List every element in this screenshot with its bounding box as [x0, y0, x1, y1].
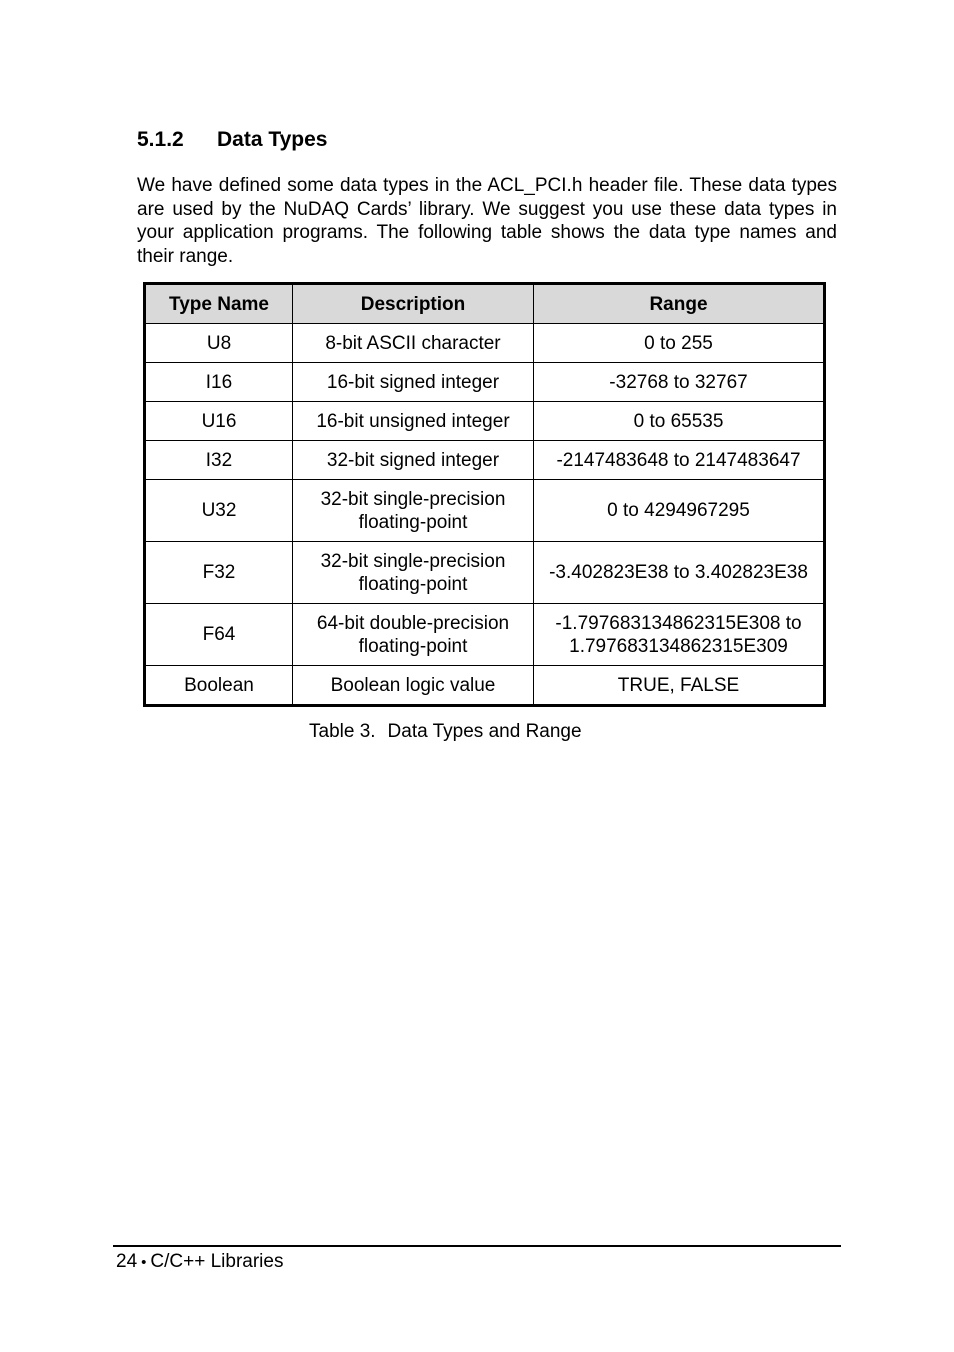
cell-description: [293, 363, 534, 402]
cell-range: [534, 402, 825, 441]
header-type-name: Type Name: [145, 284, 293, 324]
cell-type-name: Boolean: [145, 666, 293, 706]
cell-description: [293, 542, 534, 604]
range-line: -3.402823E38 to 3.402823E38: [549, 562, 808, 583]
header-range: Range: [534, 284, 825, 324]
table-caption: [309, 721, 582, 743]
caption-text: Data Types and Range: [387, 721, 582, 742]
data-types-table: [143, 282, 826, 707]
cell-description: [293, 441, 534, 480]
footer-divider: [113, 1245, 841, 1247]
intro-paragraph: We have defined some data types in the ACL_PCI.h header file. These data types are used by the NuDAQ Cards’ library. We suggest you use these data types in your application programs. The following table shows the data type names and their range.: [137, 175, 837, 268]
cell-range: [534, 363, 825, 402]
table-row: [145, 324, 825, 363]
cell-type-name: I16: [145, 363, 293, 402]
cell-description: [293, 402, 534, 441]
cell-range: [534, 441, 825, 480]
description-line: floating-point: [358, 511, 468, 533]
table-row: [145, 542, 825, 604]
bullet-icon: •: [141, 1254, 147, 1271]
range-line: 0 to 65535: [633, 410, 724, 432]
description-line: Boolean logic value: [330, 674, 496, 696]
description-line: floating-point: [358, 573, 468, 595]
range-line: -1.797683134862315E308 to: [555, 612, 802, 634]
description-line: 32-bit single-precision: [320, 550, 506, 572]
section-title: Data Types: [217, 128, 328, 151]
header-description: Description: [293, 284, 534, 324]
page-number: 24: [116, 1251, 138, 1272]
range-line: TRUE, FALSE: [617, 674, 740, 696]
description-line: 64-bit double-precision: [316, 612, 510, 634]
section-heading: [137, 128, 328, 152]
page-footer: [116, 1251, 283, 1273]
table-row: [145, 480, 825, 542]
range-line: -32768 to 32767: [609, 371, 748, 393]
cell-type-name: F64: [145, 604, 293, 666]
cell-range: [534, 604, 825, 666]
caption-label: Table 3.: [309, 721, 376, 742]
range-line: 0 to 255: [644, 332, 713, 354]
cell-range: [534, 666, 825, 706]
cell-description: [293, 480, 534, 542]
description-line: 8-bit ASCII character: [325, 332, 501, 354]
description-line: 32-bit single-precision: [320, 488, 506, 510]
description-line: 32-bit signed integer: [326, 449, 500, 471]
description-line: floating-point: [358, 635, 468, 657]
table-header-row: [145, 284, 825, 324]
cell-range: [534, 480, 825, 542]
table-row: [145, 402, 825, 441]
range-line: 0 to 4294967295: [607, 500, 750, 521]
cell-type-name: U16: [145, 402, 293, 441]
range-line: 1.797683134862315E309: [569, 635, 788, 657]
cell-type-name: F32: [145, 542, 293, 604]
table-body: [145, 324, 825, 706]
cell-type-name: U8: [145, 324, 293, 363]
cell-range: [534, 542, 825, 604]
cell-type-name: U32: [145, 480, 293, 542]
cell-description: [293, 604, 534, 666]
description-line: 16-bit signed integer: [326, 371, 500, 393]
table-row: [145, 666, 825, 706]
table-row: [145, 363, 825, 402]
range-line: -2147483648 to 2147483647: [556, 449, 801, 471]
description-line: 16-bit unsigned integer: [316, 410, 510, 432]
table-row: [145, 441, 825, 480]
cell-description: [293, 666, 534, 706]
section-number: 5.1.2: [137, 128, 184, 151]
table-row: [145, 604, 825, 666]
footer-section-name: C/C++ Libraries: [150, 1251, 284, 1272]
cell-description: [293, 324, 534, 363]
cell-type-name: I32: [145, 441, 293, 480]
cell-range: [534, 324, 825, 363]
